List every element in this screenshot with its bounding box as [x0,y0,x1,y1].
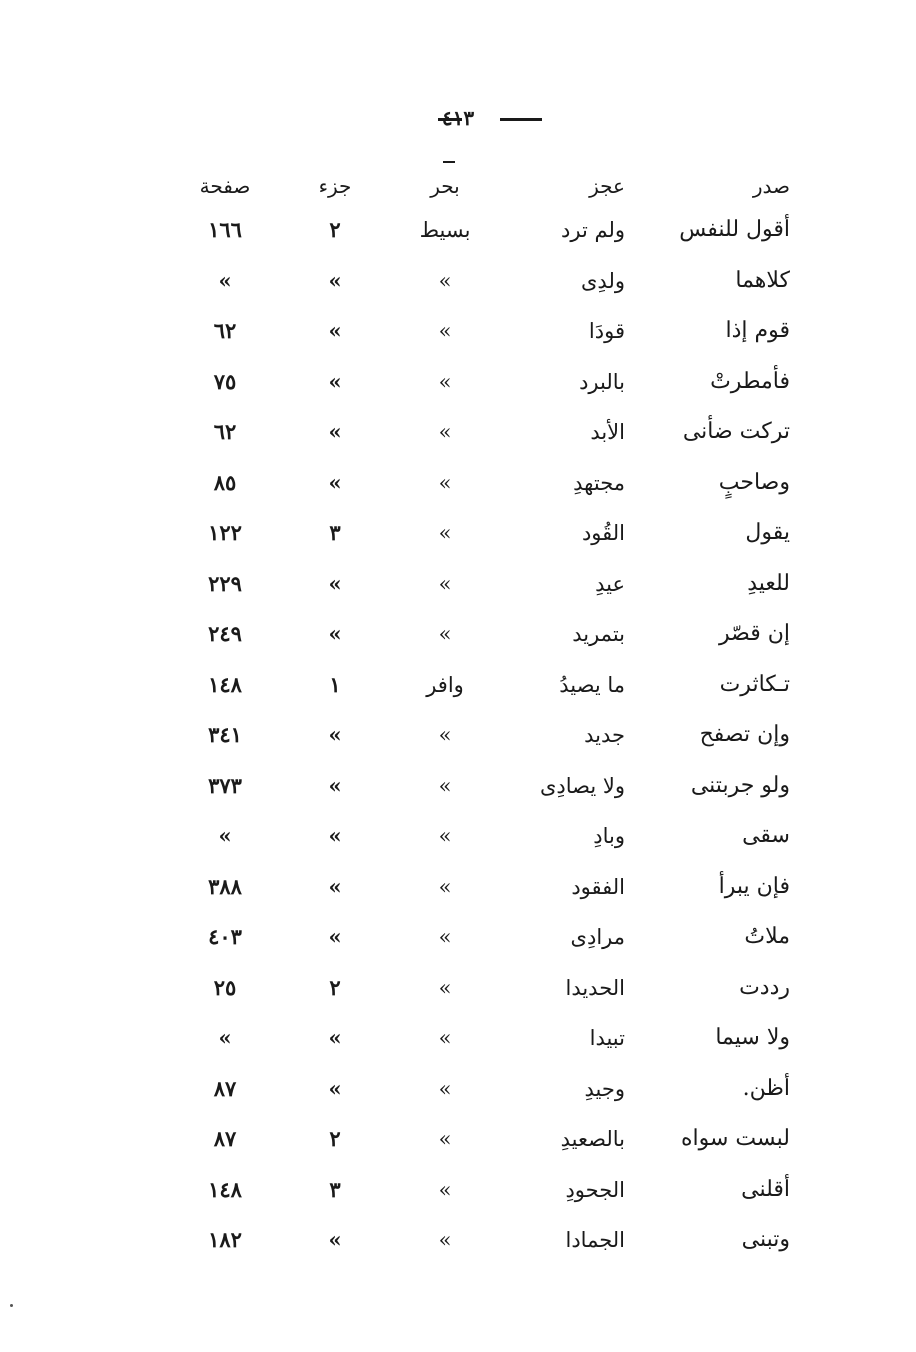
cell-page: ٦٢ [213,318,237,343]
cell-juz: » [328,823,342,848]
cell-page: ٣٤١ [208,722,242,747]
cell-bahr: » [438,470,452,495]
cell-ajz: القُود [581,521,625,545]
header-bahr: بحر [430,174,460,198]
table-row [190,1172,790,1223]
cell-sadr: سقى [742,823,790,848]
cell-page: ٨٧ [213,1075,237,1101]
cell-ajz: الحديدا [565,975,625,1000]
header-page: صفحة [199,174,251,198]
cell-juz: » [328,1025,342,1050]
poetry-index-table [190,168,790,1273]
cell-bahr: » [438,420,452,444]
table-row [190,515,790,566]
cell-bahr: » [438,1228,452,1252]
cell-juz: » [328,318,342,343]
cell-sadr: رددت [739,974,790,1000]
cell-page: » [218,1025,232,1050]
cell-juz: » [328,419,342,444]
cell-ajz: ولم ترد [561,218,625,242]
cell-page: ٦٢ [213,419,237,444]
cell-ajz: جديد [584,723,625,747]
cell-sadr: للعيدِ [747,570,790,596]
cell-sadr: ملاتُ [744,924,790,949]
cell-sadr: فأمطرتْ [710,368,790,394]
cell-ajz: قودَا [588,319,625,343]
table-row [190,869,790,920]
cell-juz: » [328,267,342,293]
cell-sadr: تـكاثرت [719,671,790,697]
cell-page: ١٦٦ [208,217,242,242]
cell-sadr: وتبنى [741,1227,790,1252]
cell-juz: » [328,570,342,596]
cell-bahr: » [438,925,452,949]
cell-ajz: ما يصيدُ [559,672,625,697]
cell-ajz: الفقود [571,874,625,899]
cell-page: ١٢٢ [208,520,242,545]
cell-bahr: » [438,622,452,646]
cell-ajz: الأبد [590,420,625,444]
table-row [190,1071,790,1122]
table-row [190,919,790,970]
table-row [190,1222,790,1273]
cell-page: ٨٥ [213,469,237,495]
table-row [190,212,790,263]
cell-sadr: أقول للنفس [679,217,790,242]
cell-sadr: وإن تصفح [699,722,790,747]
cell-ajz: بالصعيدِ [560,1127,625,1151]
cell-page: ٨٧ [213,1126,237,1151]
table-row [190,768,790,819]
table-row [190,364,790,415]
table-row [190,717,790,768]
cell-bahr: » [438,975,452,1000]
cell-page: ١٤٨ [208,1176,242,1202]
cell-juz: ٢ [329,217,341,242]
cell-ajz: وبادِ [593,824,625,848]
table-row [190,465,790,516]
cell-juz: ٣ [329,520,341,545]
cell-bahr: » [438,319,452,343]
cell-sadr: إن قصّر [719,621,790,646]
table-row [190,970,790,1021]
header-dash-right [500,118,542,121]
table-row [190,313,790,364]
cell-ajz: مرادِى [570,925,625,949]
cell-juz: » [328,924,342,949]
table-row [190,667,790,718]
cell-page: ٣٧٣ [208,772,242,798]
header-ajz: عجز [589,174,625,198]
cell-page: » [218,823,232,848]
cell-bahr: » [438,1127,452,1151]
cell-juz: » [328,1227,342,1252]
cell-juz: » [328,1075,342,1101]
cell-juz: » [328,621,342,646]
margin-dot [10,1304,13,1307]
cell-bahr: » [438,571,452,596]
cell-sadr: لبست سواه [680,1126,790,1151]
page-header [0,104,916,134]
cell-juz: » [328,772,342,798]
cell-bahr: وافر [426,672,464,697]
cell-bahr: » [438,369,452,394]
cell-bahr: » [438,268,452,293]
cell-sadr: كلاهما [735,267,790,293]
cell-sadr: ولو جربتنى [690,772,790,798]
cell-juz: ٢ [329,1126,341,1151]
cell-juz: ١ [329,671,341,697]
cell-ajz: ولدِى [581,268,625,293]
table-row [190,1121,790,1172]
cell-page: ٢٢٩ [208,570,242,596]
cell-page: » [218,267,232,293]
cell-ajz: بتمريد [572,622,625,646]
cell-page: ٤٠٣ [208,924,242,949]
cell-juz: » [328,873,342,899]
cell-page: ٢٥ [213,974,237,1000]
cell-bahr: » [438,1026,452,1050]
cell-sadr: قوم إذا [725,318,790,343]
cell-sadr: أقلنى [741,1176,790,1202]
cell-sadr: تركت ضأنى [682,419,790,444]
cell-bahr: » [438,773,452,798]
cell-sadr: فإن يبرأ [718,873,790,899]
cell-ajz: الجحودِ [565,1177,625,1202]
cell-ajz: بالبرد [579,369,625,394]
cell-ajz: الجمادا [565,1228,625,1252]
cell-ajz: ولا يصادِى [539,773,625,798]
cell-bahr: » [438,874,452,899]
cell-juz: » [328,722,342,747]
cell-bahr: » [438,723,452,747]
table-row [190,566,790,617]
cell-page: ٢٤٩ [208,621,242,646]
cell-bahr: بسيط [419,218,471,242]
cell-bahr: » [438,1076,452,1101]
cell-page: ٣٨٨ [208,873,242,899]
cell-page: ١٤٨ [208,671,242,697]
header-sadr: صدر [752,174,790,198]
header-juz: جزء [318,174,352,198]
table-row [190,818,790,869]
table-row [190,1020,790,1071]
cell-sadr: ولا سيما [715,1025,790,1050]
table-row [190,616,790,667]
cell-ajz: عيدِ [595,571,625,596]
cell-bahr: » [438,521,452,545]
cell-bahr: » [438,824,452,848]
cell-ajz: وجيدِ [584,1076,625,1101]
cell-bahr: » [438,1177,452,1202]
cell-sadr: أظن. [742,1075,790,1101]
cell-juz: » [328,368,342,394]
cell-page: ١٨٢ [208,1227,242,1252]
cell-ajz: مجتهدِ [573,470,625,495]
cell-page: ٧٥ [213,368,237,394]
table-row [190,263,790,314]
cell-sadr: يقول [745,520,790,545]
page-number: ٤١٣ [441,106,475,130]
cell-juz: ٢ [329,974,341,1000]
cell-juz: ٣ [329,1176,341,1202]
stray-mark [443,161,455,163]
cell-juz: » [328,469,342,495]
table-row [190,414,790,465]
table-header-row [190,168,790,212]
cell-sadr: وصاحبٍ [718,469,790,495]
cell-ajz: تبيدا [589,1026,625,1050]
